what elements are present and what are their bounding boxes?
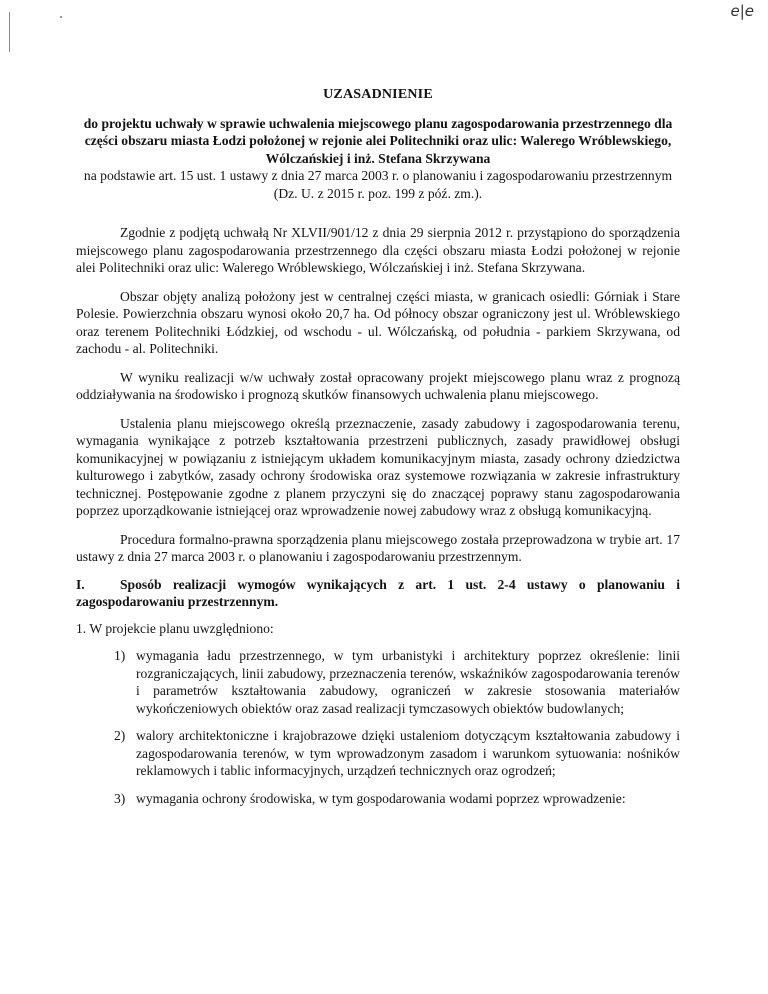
scan-margin-line: [9, 12, 10, 52]
list-item-number: 1): [114, 648, 126, 663]
section-number: I.: [76, 576, 85, 592]
requirements-list: [76, 647, 680, 807]
scan-speck: [60, 16, 62, 18]
section-title: Sposób realizacji wymogów wynikających z art. 1 ust. 2-4 ustawy o planowaniu i zagospodarowaniu przestrzennym.: [76, 576, 680, 609]
list-item-text: wymagania ochrony środowiska, w tym gospodarowania wodami poprzez wprowadzenie:: [136, 790, 626, 806]
list-item-number: 2): [114, 728, 126, 743]
list-item: [114, 727, 680, 780]
list-item-text: walory architektoniczne i krajobrazowe dzięki ustaleniom dotyczącym kształtowania zabudowy i zagospodarowania terenów, w tym wprowadzonym zasadom i warunkom sytuowania: nośników reklamowych i tablic informacyjnych, urządzeń technicznych oraz ogrodzeń;: [136, 728, 680, 778]
point-intro: 1. W projekcie planu uwzględniono:: [76, 620, 274, 636]
paragraph: Zgodnie z podjętą uchwałą Nr XLVII/901/12 z dnia 29 sierpnia 2012 r. przystąpiono do sporządzenia miejscowego planu zagospodarowania przestrzennego dla części obszaru miasta Łodzi położonej w rejonie alei Politechniki oraz ulic: Walerego Wróblewskiego, Wólczańskiej i inż. Stefana Skrzywana.: [76, 225, 680, 275]
list-item: [114, 790, 680, 808]
paragraph: Procedura formalno-prawna sporządzenia planu miejscowego została przeprowadzona w trybie art. 17 ustawy z dnia 27 marca 2003 r. o planowaniu i zagospodarowaniu przestrzennym.: [76, 531, 680, 564]
list-item-number: 3): [114, 790, 126, 806]
handwritten-page-note: e|e: [730, 2, 754, 20]
document-page: [76, 86, 680, 817]
section-heading: [76, 576, 680, 611]
paragraph: Obszar objęty analizą położony jest w centralnej części miasta, w granicach osiedli: Górniak i Stare Polesie. Powierzchnia obszaru wynosi około 20,7 ha. Od północy obszar ograniczony jest ul. Wróblewskiego oraz terenem Politechniki Łódzkiej, od wschodu - ul. Wólczańską, od południa - parkiem Skrzywana, od zachodu - al. Politechniki.: [76, 288, 680, 356]
document-title: UZASADNIENIE: [323, 87, 433, 102]
paragraph: W wyniku realizacji w/w uchwały został opracowany projekt miejscowego planu wraz z prognozą oddziaływania na środowisko i prognozą skutków finansowych uchwalenia planu miejscowego.: [76, 369, 680, 402]
list-item: [114, 647, 680, 717]
legal-basis: na podstawie art. 15 ust. 1 ustawy z dnia 27 marca 2003 r. o planowaniu i zagospodarowaniu przestrzennym (Dz. U. z 2015 r. poz. 199 z póź. zm.).: [83, 168, 673, 201]
list-item-text: wymagania ładu przestrzennego, w tym urbanistyki i architektury poprzez określenie: linii rozgraniczających, linii zabudowy, przeznaczenia terenów, wskaźników zagospodarowania terenów i parametrów kształtowania zabudowy, ograniczeń w zakresie stosowania materiałów wykończeniowych obiektów oraz zasad realizacji tymczasowych obiektów budowlanych;: [136, 648, 680, 716]
paragraph: Ustalenia planu miejscowego określą przeznaczenie, zasady zabudowy i zagospodarowania terenu, wymagania wynikające z potrzeb kształtowania przestrzeni publicznych, zasady prawidłowej obsługi komunikacyjnej w powiązaniu z istniejącym układem komunikacyjnym miasta, zasady ochrony dziedzictwa kulturowego i zabytków, zasady ochrony środowiska oraz systemowe rozwiązania w zakresie infrastruktury technicznej. Postępowanie zgodne z planem przyczyni się do znaczącej poprawy stanu zagospodarowania poprzez uporządkowanie istniejącej oraz wprowadzenie nowej zabudowy wraz z obsługą komunikacyjną.: [76, 415, 680, 518]
document-subtitle: do projektu uchwały w sprawie uchwalenia miejscowego planu zagospodarowania przestrzennego dla części obszaru miasta Łodzi położonej w rejonie alei Politechniki oraz ulic: Walerego Wróblewskiego, Wólczańskiej i inż. Stefana Skrzywana: [83, 115, 673, 166]
